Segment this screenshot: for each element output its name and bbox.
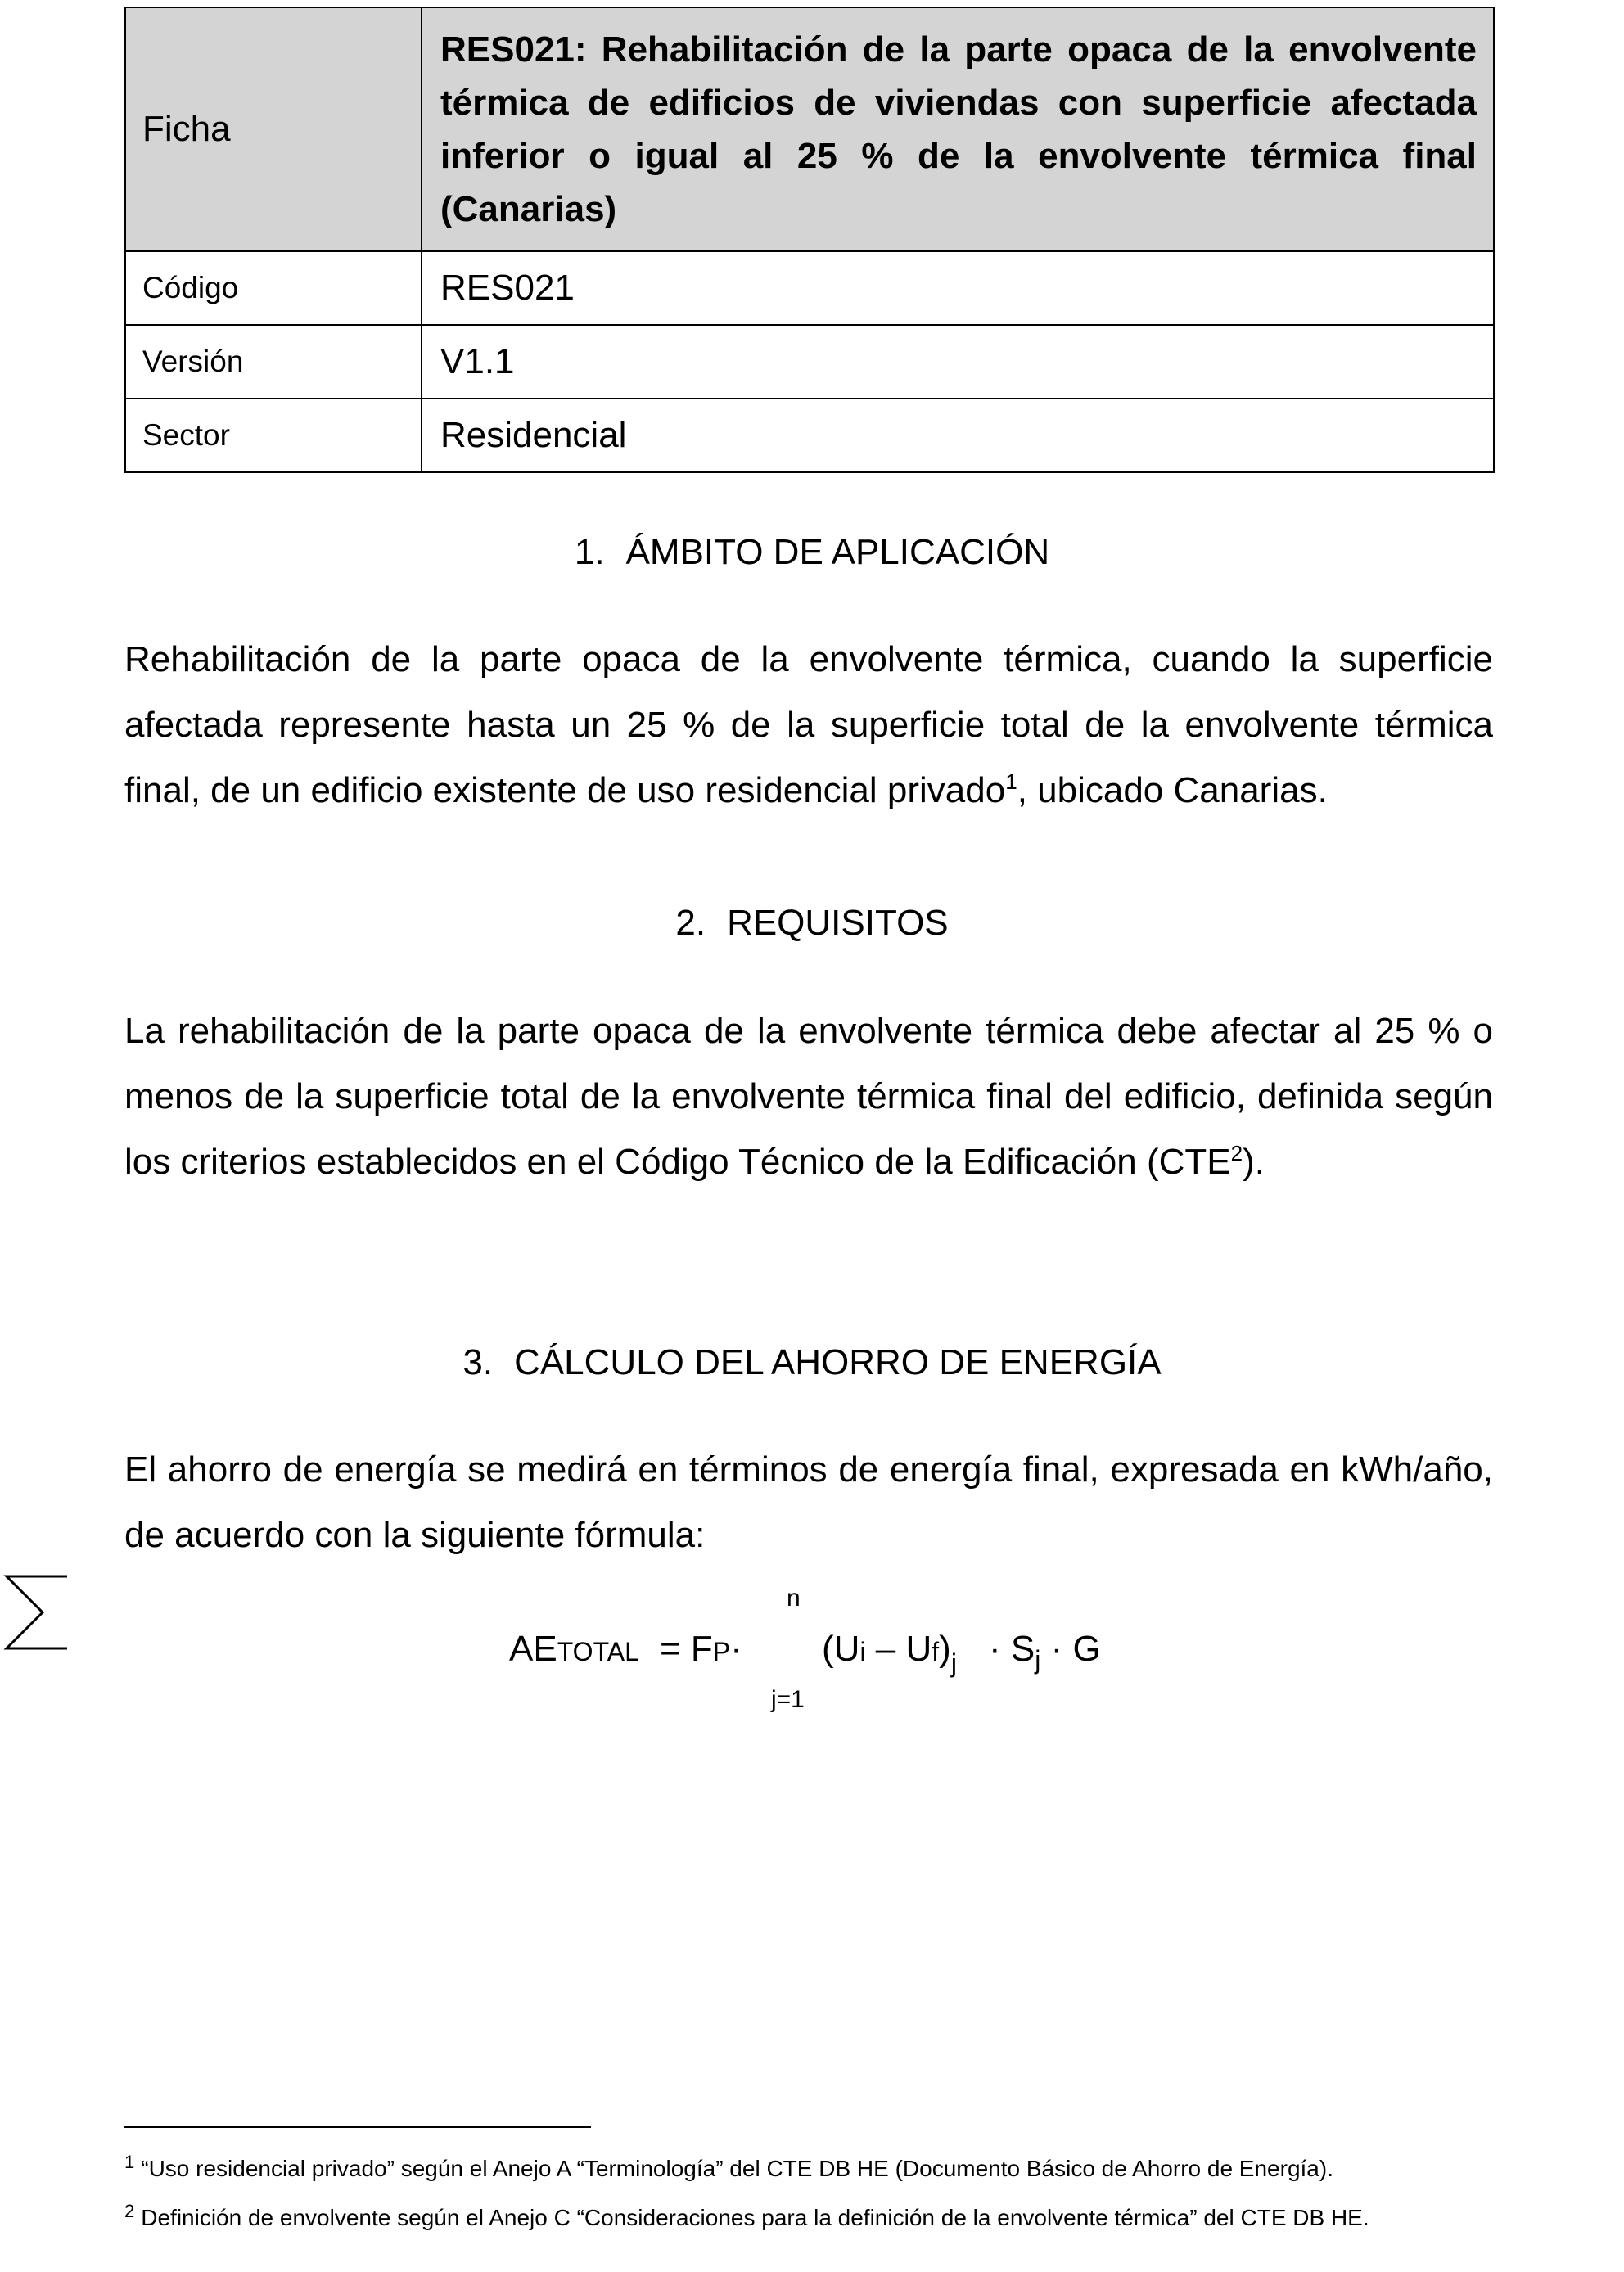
section-1-number: 1. — [574, 532, 605, 572]
section-3-heading — [0, 1342, 1624, 1383]
sum-upper-limit: n — [787, 1585, 801, 1612]
version-value: V1.1 — [422, 325, 1494, 399]
section-3-title: CÁLCULO DEL AHORRO DE ENERGÍA — [514, 1342, 1162, 1382]
ficha-label: Ficha — [125, 7, 422, 251]
section-2-title: REQUISITOS — [727, 903, 949, 943]
section-3-text: El ahorro de energía se medirá en términos de energía final, expresada en kWh/año, de acuerdo con la siguiente fórmula: — [124, 1449, 1493, 1555]
sum-lower-limit: j=1 — [771, 1686, 805, 1713]
section-2-number: 2. — [675, 903, 706, 943]
sector-label: Sector — [125, 399, 422, 472]
version-label: Versión — [125, 325, 422, 399]
section-2-text-main: La rehabilitación de la parte opaca de la envolvente térmica debe afectar al 25 % o menos de la superficie total de la envolvente térmica final del edificio, definida según los criterios establecidos en el Código Técnico de la Edificación (CTE — [124, 1011, 1493, 1182]
footnote-2-mark: 2 — [124, 2201, 135, 2221]
footnote-1-mark: 1 — [124, 2152, 135, 2172]
footnote-1-text: “Uso residencial privado” según el Anejo A “Terminología” del CTE DB HE (Documento Básico de Ahorro de Energía). — [141, 2156, 1333, 2181]
code-label: Código — [125, 251, 422, 325]
ficha-row-code — [125, 251, 1494, 325]
section-1-text-end: , ubicado Canarias. — [1017, 770, 1328, 810]
formula-tail: · $S_j \cdot G$ — [989, 1629, 1101, 1675]
section-1-title: ÁMBITO DE APLICACIÓN — [625, 532, 1050, 572]
footnote-1 — [124, 2148, 1493, 2184]
ficha-row-sector — [125, 399, 1494, 472]
formula-sum-body: $(Ui - Uf)_j$ — [822, 1629, 957, 1678]
ficha-title: RES021: Rehabilitación de la parte opaca de la envolvente térmica de edificios de viviendas con superficie afectada inferior o igual al 25 % de la envolvente térmica final (Canarias) — [422, 7, 1494, 251]
sector-value: Residencial — [422, 399, 1494, 472]
section-3-number: 3. — [462, 1342, 494, 1382]
code-value: RES021 — [422, 251, 1494, 325]
footnote-2-text: Definición de envolvente según el Anejo C “Consideraciones para la definición de la envolvente térmica” del CTE DB HE. — [141, 2205, 1369, 2230]
section-1-heading — [0, 532, 1624, 573]
ficha-row-title — [125, 7, 1494, 251]
ficha-row-version — [125, 325, 1494, 399]
section-2-text — [124, 999, 1493, 1195]
footnote-2 — [124, 2197, 1493, 2233]
sigma-symbol — [0, 1571, 74, 1653]
section-2-heading — [0, 903, 1624, 944]
section-1-text-main: Rehabilitación de la parte opaca de la envolvente térmica, cuando la superficie afectada represente hasta un 25 % de la superficie total de la envolvente térmica final, de un edificio existente de uso residencial privado — [124, 639, 1493, 810]
section-2-text-end: ). — [1243, 1142, 1265, 1182]
footnote-separator — [124, 2126, 591, 2128]
energy-savings-formula — [0, 1571, 1624, 1719]
section-1-text — [124, 627, 1493, 823]
ficha-table — [124, 7, 1495, 473]
formula-lhs: AETOTAL — [509, 1629, 639, 1669]
footnote-ref-2: 2 — [1230, 1141, 1243, 1165]
formula-fp: = FP· — [660, 1629, 742, 1669]
footnote-ref-1: 1 — [1005, 769, 1017, 794]
